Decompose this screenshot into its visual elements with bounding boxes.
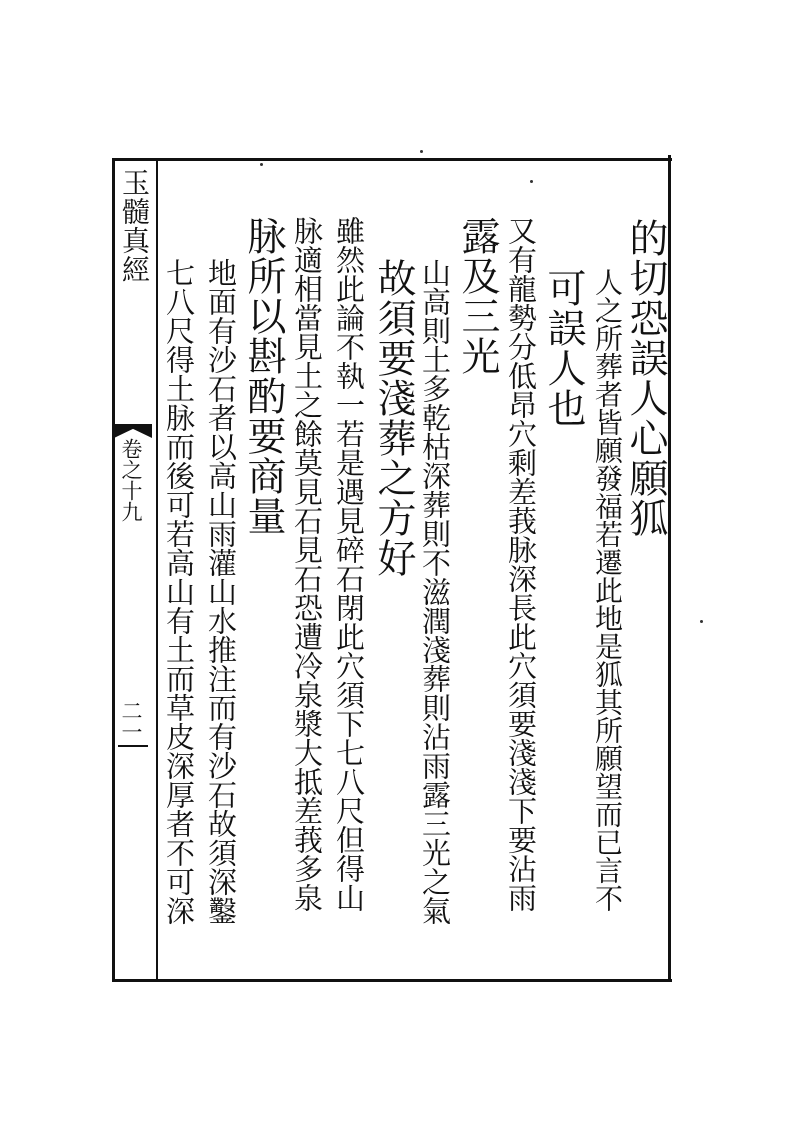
border-bottom: [112, 979, 672, 982]
ink-speck: [420, 150, 423, 153]
text-column-3: 可誤人也: [541, 268, 586, 428]
border-right: [668, 155, 671, 982]
volume-number: 卷之十九: [119, 438, 143, 522]
text-column-10: 脉所以斟酌要商量: [241, 216, 286, 536]
text-column-4: 又有龍勢分低昂穴剩差莪脉深長此穴須要淺淺下要沾雨: [504, 216, 538, 912]
ink-speck: [530, 180, 533, 183]
text-column-7: 故須要淺葬之方好: [371, 258, 416, 578]
text-column-9: 脉適相當見土之餘莫見石見石恐遭冷泉漿大抵差莪多泉: [290, 216, 324, 912]
page-number: 二一: [119, 700, 143, 742]
text-column-6: 山高則土多乾枯深葬則不滋潤淺葬則沾雨露三光之氣: [418, 258, 452, 925]
text-column-8: 雖然此論不執一若是遇見碎石閉此穴須下七八尺但得山: [332, 216, 366, 912]
text-column-12: 七八尺得土脉而後可若高山有土而草皮深厚者不可深: [162, 258, 196, 925]
border-top: [112, 158, 672, 161]
margin-rule: [118, 745, 148, 747]
book-title: 玉髓真經: [118, 168, 151, 284]
ink-speck: [700, 620, 703, 623]
text-column-1: 的切恐誤人心願狐: [623, 218, 668, 538]
text-column-2: 人之所葬者皆願發福若遷此地是狐其所願望而已言不: [591, 268, 624, 912]
text-column-5: 露及三光: [455, 216, 500, 376]
ink-speck: [260, 163, 263, 166]
text-column-11: 地面有沙石者以高山雨灌山水推注而有沙石故須深鑿: [204, 258, 238, 925]
